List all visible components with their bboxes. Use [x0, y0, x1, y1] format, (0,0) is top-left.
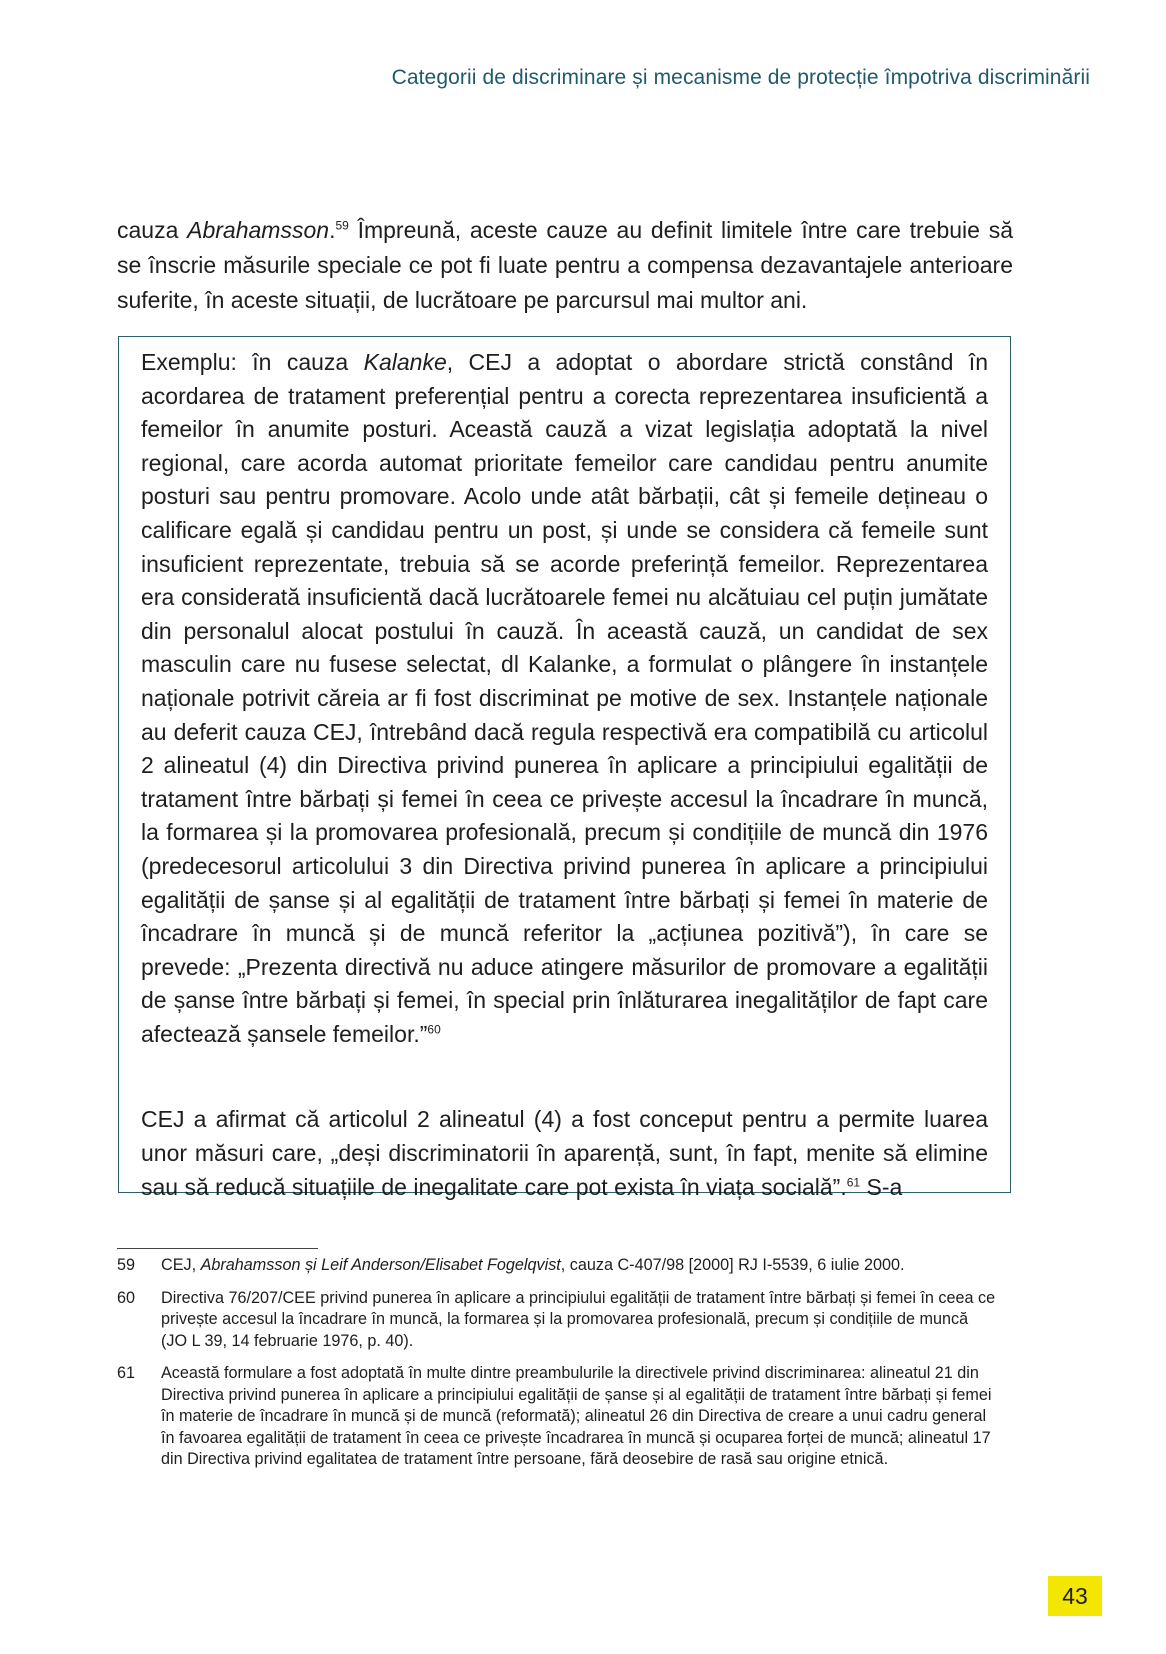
footnote-number: 60: [117, 1288, 136, 1307]
page-number-badge: 43: [1048, 1576, 1102, 1616]
footnote-text-pre: CEJ,: [161, 1256, 201, 1274]
footnote-text: [161, 1255, 997, 1277]
footnote-60: [117, 1288, 997, 1353]
footnote-case-title: Abrahamsson și Leif Anderson/Elisabet Fogelqvist: [200, 1256, 561, 1274]
footnote-61: [117, 1363, 997, 1471]
box-paragraph-2-text: CEJ a afirmat că articolul 2 alineatul (4) a fost conceput pentru a permite luarea unor măsuri care, „deși discriminatorii în aparență, sunt, în fapt, menite să elimine sau să reducă situațiile de inegalitate care pot exista în viața socială”.: [141, 1106, 988, 1200]
footnote-text-post: , cauza C-407/98 [2000] RJ I-5539, 6 iulie 2000.: [560, 1256, 905, 1274]
footnote-ref-61[interactable]: 61: [846, 1175, 861, 1189]
footnote-number: 61: [117, 1364, 136, 1382]
running-header: Categorii de discriminare și mecanisme de protecție împotriva discriminării: [391, 66, 1090, 89]
box-paragraph-2: [141, 1103, 988, 1204]
footnote-number: 59: [117, 1256, 136, 1274]
footnote-text: Această formulare a fost adoptată în multe dintre preambulurile la directivele privind discriminarea: alineatul 21 din Directiva privind punerea în aplicare a principiului egalității de șanse și al egalității de tratament între bărbați și femei în materie de încadrare în muncă și de muncă (reformată); alineatul 26 din Directiva de creare a unui cadru general în favoarea egalității de tratament în ceea ce privește încadrarea în muncă și ocuparea forței de muncă; alineatul 17 din Directiva privind egalitatea de tratament între persoane, fără deosebire de rasă sau origine etnică.: [161, 1364, 992, 1468]
footnote-text: Directiva 76/207/CEE privind punerea în aplicare a principiului egalității de tratament între bărbați și femei în ceea ce privește accesul la încadrare în muncă, la formarea și la promovarea profesională, precum și condițiile de muncă (JO L 39, 14 februarie 1976, p. 40).: [161, 1288, 996, 1350]
footnote-divider: [117, 1248, 318, 1249]
footnotes: [117, 1255, 997, 1482]
intro-case-name: Abrahamsson: [187, 217, 330, 243]
example-case-name: Kalanke: [363, 349, 447, 375]
example-paragraph: [141, 346, 988, 1051]
intro-paragraph: [117, 213, 1013, 318]
box-paragraph-2-tail: S-a: [860, 1173, 903, 1200]
intro-punct: .: [329, 217, 336, 243]
example-text: , CEJ a adoptat o abordare strictă constând în acordarea de tratament preferențial pentru a corecta reprezentarea insuficientă a femeilor în anumite posturi. Această cauză a vizat legislația adoptată la nivel regional, care acorda automat prioritate femeilor care candidau pentru anumite posturi sau pentru promovare. Acolo unde atât bărbații, cât și femeile dețineau o calificare egală și candidau pentru un post, și unde se considera că femeile sunt insuficient reprezentate, trebuia să se acorde preferință femeilor. Reprezentarea era considerată insuficientă dacă lucrătoarele femei nu alcătuiau cel puțin jumătate din personalul alocat postului în cauză. În această cauză, un candidat de sex masculin care nu fusese selectat, dl Kalanke, a formulat o plângere în instanțele naționale potrivit căreia ar fi fost discriminat pe motive de sex. Instanțele naționale au deferit cauza CEJ, întrebând dacă regula respectivă era compatibilă cu articolul 2 alineatul (4) din Directiva privind punerea în aplicare a principiului egalității de tratament între bărbați și femei în ceea ce privește accesul la încadrare în muncă, la formarea și la promovarea profesională, precum și condițiile de muncă din 1976 (predecesorul articolului 3 din Directiva privind punerea în aplicare a principiului egalității de șanse și al egalității de tratament între bărbați și femei în materie de încadrare în muncă și de muncă referitor la „acțiunea pozitivă”), în care se prevede: „Prezenta directivă nu aduce atingere măsurilor de promovare a egalității de șanse între bărbați și femei, în special prin înlăturarea inegalităților de fapt care afectează șansele femeilor.”: [141, 349, 988, 1047]
footnote-ref-60[interactable]: 60: [427, 1022, 441, 1037]
example-box: [118, 336, 1011, 1200]
footnote-59: [117, 1255, 997, 1277]
footnote-ref-59[interactable]: 59: [335, 218, 349, 233]
example-lead: Exemplu: în cauza: [141, 349, 364, 375]
intro-lead: cauza: [117, 217, 188, 243]
intro-text: Împreună, aceste cauze au definit limitele între care trebuie să se înscrie măsurile speciale ce pot fi luate pentru a compensa dezavantajele anterioare suferite, în aceste situații, de lucrătoare pe parcursul mai multor ani.: [117, 217, 1013, 313]
